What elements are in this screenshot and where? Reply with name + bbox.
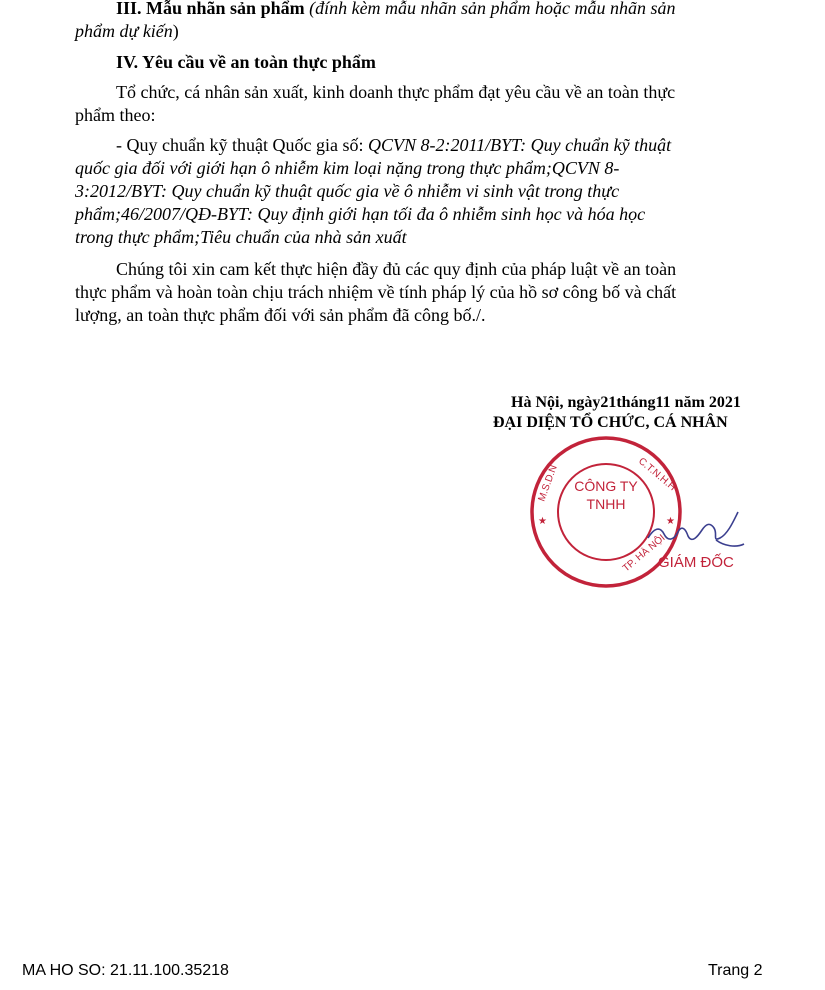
commitment-line-2: thực phẩm và hoàn toàn chịu trách nhiệm về tính pháp lý của hồ sơ công bố và chất [75, 282, 677, 302]
section-3-line-2 [75, 20, 179, 43]
stamp-line-2: TNHH [586, 496, 626, 512]
section-3-note: (đính kèm mẫu nhãn sản phẩm hoặc mẫu nhãn sản [309, 0, 676, 18]
date-year: năm 2021 [674, 394, 741, 411]
signer-title: GIÁM ĐỐC [658, 554, 734, 571]
commitment-line-1: Chúng tôi xin cam kết thực hiện đầy đủ các quy định của pháp luật về an toàn [116, 259, 677, 279]
date-place: Hà Nội, ngày [511, 394, 601, 411]
stamp-line-1: CÔNG TY [574, 478, 638, 494]
section-3-heading: III. Mẫu nhãn sản phẩm [116, 0, 305, 18]
section-4-heading: IV. Yêu cầu về an toàn thực phẩm [116, 52, 376, 72]
section-3-line-1 [116, 0, 676, 20]
standard-text-1: QCVN 8-2:2011/BYT: Quy chuẩn kỹ thuật [367, 135, 672, 155]
svg-text:★: ★ [666, 516, 675, 527]
commitment-line-3: lượng, an toàn thực phẩm đối với sản phẩm đã công bố./. [75, 305, 486, 325]
section-4-intro-2: phẩm theo: [75, 105, 156, 125]
standard-line-5: trong thực phẩm;Tiêu chuẩn của nhà sản xuất [75, 227, 407, 247]
date-month-label: tháng [616, 394, 656, 411]
date-day: 21 [600, 394, 617, 411]
representative-label: ĐẠI DIỆN TỔ CHỨC, CÁ NHÂN [493, 414, 728, 431]
standard-line-2: quốc gia đối với giới hạn ô nhiễm kim loại nặng trong thực phẩm;QCVN 8- [75, 158, 620, 178]
page-number: Trang 2 [708, 962, 763, 979]
section-3-note-close: ) [172, 21, 179, 41]
standard-line-4: phẩm;46/2007/QĐ-BYT: Quy định giới hạn tối đa ô nhiễm sinh học và hóa học [75, 204, 646, 224]
section-3-note-cont: phẩm dự kiến [75, 21, 173, 41]
svg-text:M.S.D.N: M.S.D.N [536, 463, 560, 504]
date-month: 11 [655, 394, 671, 411]
svg-text:C.T.N.H.H: C.T.N.H.H [636, 455, 678, 494]
standard-line-3: 3:2012/BYT: Quy chuẩn kỹ thuật quốc gia về ô nhiễm vi sinh vật trong thực [75, 181, 620, 201]
standard-prefix: - Quy chuẩn kỹ thuật Quốc gia số: [116, 135, 364, 155]
standard-line-1 [116, 134, 671, 157]
svg-text:★: ★ [538, 516, 547, 527]
file-code: MA HO SO: 21.11.100.35218 [22, 962, 229, 979]
section-4-intro-1: Tổ chức, cá nhân sản xuất, kinh doanh thực phẩm đạt yêu cầu về an toàn thực [116, 82, 676, 102]
svg-text:TP. HÀ NỘI: TP. HÀ NỘI [620, 532, 668, 575]
signature-scribble-icon [640, 500, 750, 560]
signature-date [511, 394, 741, 412]
